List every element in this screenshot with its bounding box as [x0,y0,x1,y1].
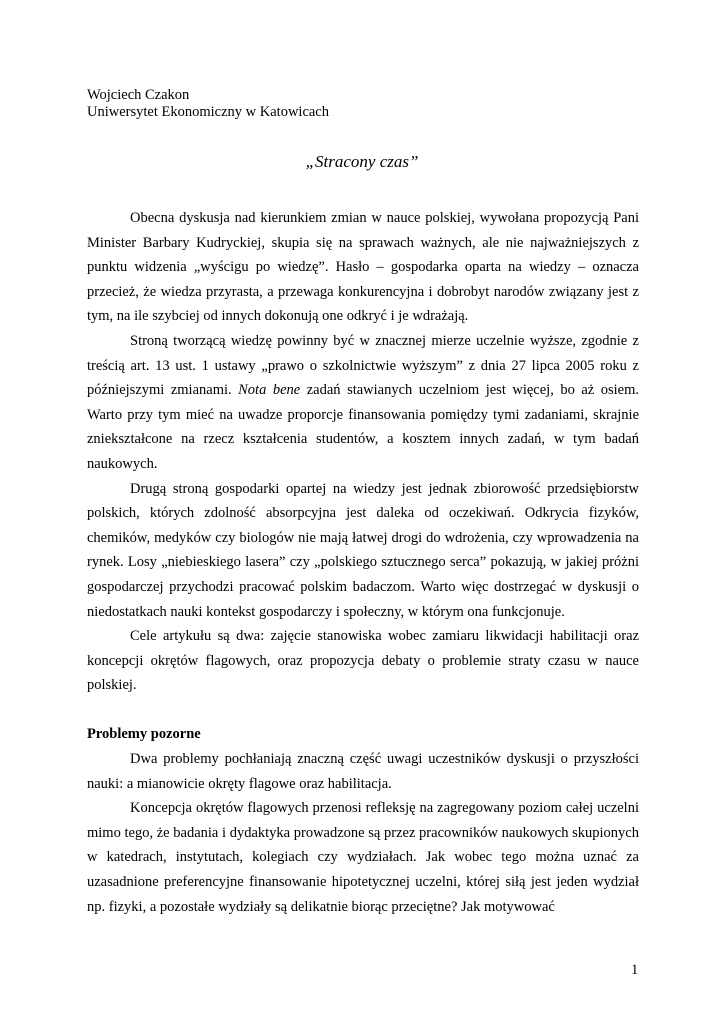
paragraph-intro-2 [87,329,639,477]
document-title: „Stracony czas” [305,152,419,171]
paragraph-intro-3: Drugą stroną gospodarki opartej na wiedzy jest jednak zbiorowość przedsiębiorstw polskich, których zdolność absorpcyjna jest daleka od oczekiwań. Odkrycia fizyków, chemików, medyków czy biologów nie mają łatwej drogi do wdrożenia, czy wprowadzenia na rynek. Losy „niebieskiego lasera” czy „polskiego sztucznego serca” pokazują, w jakiej próżni gospodarczej przychodzi pracować polskim badaczom. Warto więc dostrzegać w dyskusji o niedostatkach nauki kontekst gospodarczy i społeczny, w którym ona funkcjonuje. [87,480,639,620]
paragraph-intro-4: Cele artykułu są dwa: zajęcie stanowiska wobec zamiaru likwidacji habilitacji oraz koncepcji okrętów flagowych, oraz propozycja debaty o problemie straty czasu w nauce polskiej. [87,628,639,694]
section-heading: Problemy pozorne [87,726,201,743]
paragraph-section-1: Dwa problemy pochłaniają znaczną część uwagi uczestników dyskusji o przyszłości nauki: a mianowicie okręty flagowe oraz habilitacja. [87,751,639,792]
page-number: 1 [631,962,639,978]
paragraph-intro-1: Obecna dyskusja nad kierunkiem zmian w nauce polskiej, wywołana propozycją Pani Minister Barbary Kudryckiej, skupia się na sprawach ważnych, ale nie najważniejszych z punktu widzenia „wyścigu po wiedzę”. Hasło – gospodarka oparta na wiedzy – oznacza przecież, że wiedza przyrasta, a przewaga konkurencyjna i dobrobyt narodów związany jest z tym, na ile szybciej od innych dokonują one odkryć i je wdrażają. [87,210,639,325]
nota-bene-italic: Nota bene [238,382,301,399]
paragraph-section-2: Koncepcja okrętów flagowych przenosi refleksję na zagregowany poziom całej uczelni mimo tego, że badania i dydaktyka prowadzone są przez pracowników naukowych skupionych w katedrach, instytutach, kolegiach czy wydziałach. Jak wobec tego można uznać za uzasadnione preferencyjne finansowanie hipotetycznej uczelni, której siłą jest jeden wydział np. fizyki, a pozostałe wydziały są delikatnie biorąc przeciętne? Jak motywować [87,800,639,915]
paragraph-intro-2-part-b: zadań stawianych uczelniom jest więcej, bo aż osiem. Warto przy tym mieć na uwadze proporcje finansowania pomiędzy tymi zadaniami, skrajnie zniekształcone na rzecz kształcenia studentów, a kosztem innych zadań, w tym badań naukowych. [87,382,639,472]
paragraph-intro-2-part-a: Stroną tworzącą wiedzę powinny być w znacznej mierze uczelnie wyższe, zgodnie z treścią art. 13 ust. 1 ustawy „prawo o szkolnictwie wyższym” z dnia 27 lipca 2005 roku z późniejszymi zmianami. [87,332,639,399]
author-name: Wojciech Czakon [87,87,190,103]
author-block [87,87,329,120]
author-affiliation: Uniwersytet Ekonomiczny w Katowicach [87,103,329,120]
document-body [87,206,639,919]
